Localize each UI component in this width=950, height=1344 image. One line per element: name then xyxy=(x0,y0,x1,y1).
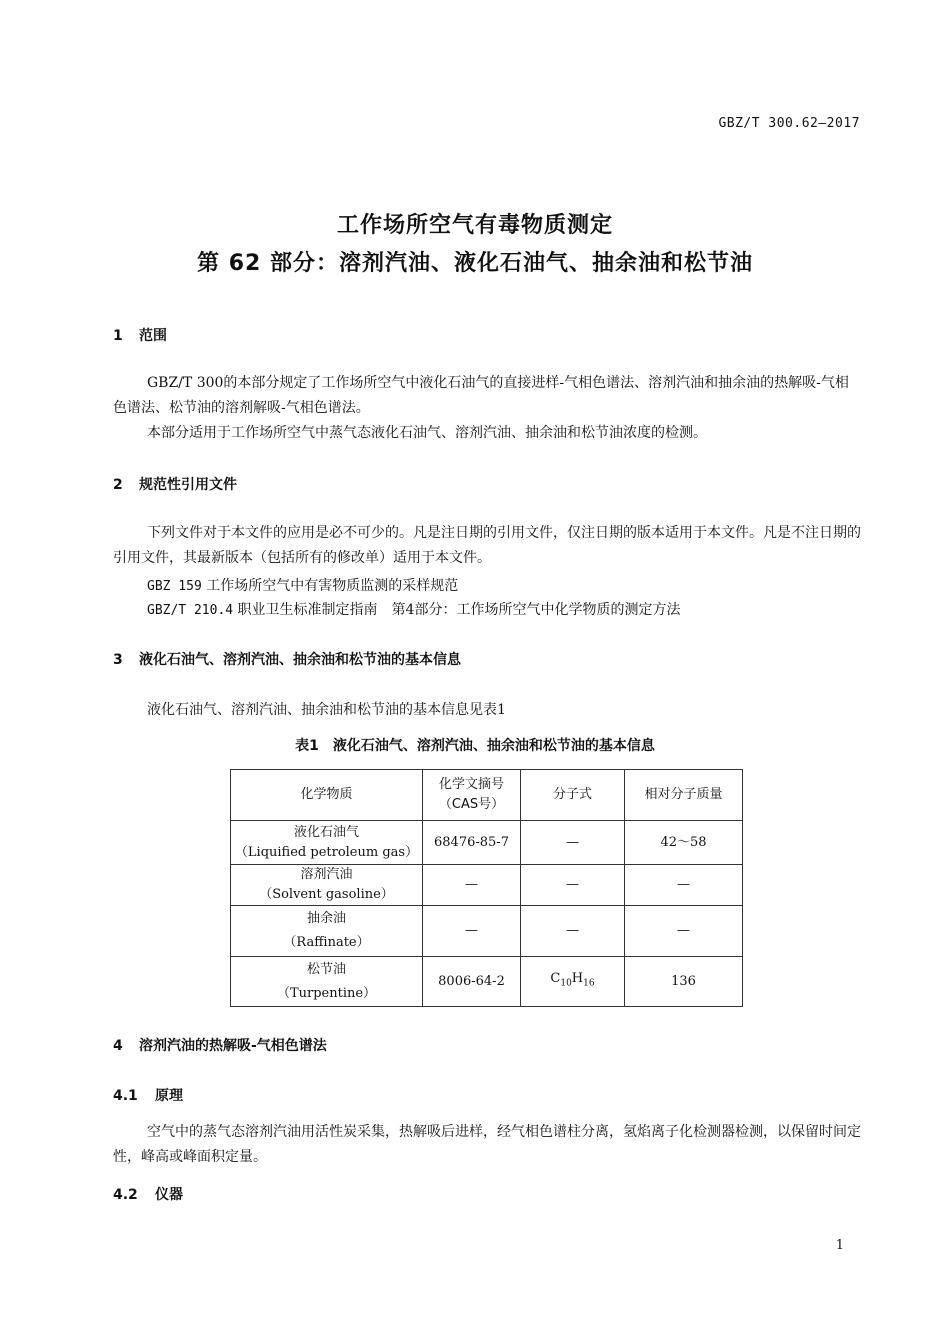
formula-carbon: C xyxy=(550,971,561,987)
section-number: 2 xyxy=(113,477,123,493)
cell-chemical xyxy=(231,821,423,865)
cell-cas: 68476-85-7 xyxy=(423,821,521,865)
header-chemical: 化学物质 xyxy=(231,770,423,821)
cell-formula xyxy=(521,957,625,1007)
section-1-paragraph-2: 本部分适用于工作场所空气中蒸气态液化石油气、溶剂汽油、抽余油和松节油浓度的检测。 xyxy=(147,425,707,441)
reference-1 xyxy=(147,575,458,595)
chemical-english-name: （Raffinate） xyxy=(283,935,370,950)
reference-2 xyxy=(147,599,680,619)
cell-cas: — xyxy=(423,865,521,906)
chemical-name: 抽余油 xyxy=(306,911,346,926)
cell-cas: — xyxy=(423,906,521,957)
cell-formula: — xyxy=(521,865,625,906)
section-number: 4.1 xyxy=(113,1088,138,1104)
cell-chemical xyxy=(231,957,423,1007)
standard-code: GBZ/T 300.62—2017 xyxy=(718,116,860,131)
section-4-heading xyxy=(113,1035,327,1055)
reference-code: GBZ/T 210.4 xyxy=(147,603,234,618)
section-title: 溶剂汽油的热解吸-气相色谱法 xyxy=(139,1038,327,1054)
section-number: 4 xyxy=(113,1038,123,1054)
basic-info-table xyxy=(230,769,743,1007)
header-formula: 分子式 xyxy=(521,770,625,821)
section-title: 液化石油气、溶剂汽油、抽余油和松节油的基本信息 xyxy=(139,652,461,668)
section-number: 3 xyxy=(113,652,123,668)
formula-hydrogen: H xyxy=(571,971,584,987)
formula-carbon-count: 10 xyxy=(560,978,572,989)
reference-code: GBZ 159 xyxy=(147,579,202,594)
table-header-row xyxy=(231,770,743,821)
chemical-name: 溶剂汽油 xyxy=(300,867,353,882)
document-subtitle: 第 62 部分：溶剂汽油、液化石油气、抽余油和松节油 xyxy=(197,251,753,276)
header-cas xyxy=(423,770,521,821)
chemical-english-name: （Solvent gasoline） xyxy=(259,887,394,902)
table-row xyxy=(231,957,743,1007)
cell-formula: — xyxy=(521,906,625,957)
section-2-heading xyxy=(113,474,237,494)
cell-formula: — xyxy=(521,821,625,865)
section-4-2-heading xyxy=(113,1184,183,1204)
chemical-name: 松节油 xyxy=(306,961,346,977)
section-title: 规范性引用文件 xyxy=(139,477,237,493)
cell-chemical xyxy=(231,906,423,957)
section-number: 4.2 xyxy=(113,1187,138,1203)
section-2-paragraph-1: 下列文件对于本文件的应用是必不可少的。凡是注日期的引用文件，仅注日期的版本适用于本文件。凡是不注日期的引用文件，其最新版本（包括所有的修改单）适用于本文件。 xyxy=(113,525,861,566)
section-1-heading xyxy=(113,325,167,345)
table-row xyxy=(231,821,743,865)
cell-molecular-weight: 42～58 xyxy=(625,821,743,865)
header-cas-line2: （CAS号） xyxy=(438,797,505,812)
section-3-paragraph-1: 液化石油气、溶剂汽油、抽余油和松节油的基本信息见表1 xyxy=(147,702,506,718)
reference-title: 工作场所空气中有害物质监测的采样规范 xyxy=(206,578,459,594)
table-row xyxy=(231,906,743,957)
reference-title: 职业卫生标准制定指南 第4部分：工作场所空气中化学物质的测定方法 xyxy=(237,602,681,618)
section-4-1-heading xyxy=(113,1085,183,1105)
cell-molecular-weight: — xyxy=(625,906,743,957)
table-row xyxy=(231,865,743,906)
cell-chemical xyxy=(231,865,423,906)
chemical-name: 液化石油气 xyxy=(293,824,359,840)
cell-cas: 8006-64-2 xyxy=(423,957,521,1007)
formula-hydrogen-count: 16 xyxy=(583,978,595,989)
chemical-english-name: （Liquified petroleum gas） xyxy=(234,844,419,860)
section-1-paragraph-1: GBZ/T 300的本部分规定了工作场所空气中液化石油气的直接进样-气相色谱法、溶剂汽油和抽余油的热解吸-气相色谱法、松节油的溶剂解吸-气相色谱法。 xyxy=(113,375,849,416)
section-3-heading xyxy=(113,649,461,669)
section-title: 仪器 xyxy=(155,1187,183,1203)
header-cas-line1: 化学文摘号 xyxy=(438,777,504,792)
section-title: 范围 xyxy=(139,328,167,344)
page-number: 1 xyxy=(835,1238,844,1253)
header-molecular-weight: 相对分子质量 xyxy=(625,770,743,821)
section-number: 1 xyxy=(113,328,123,344)
document-title: 工作场所空气有毒物质测定 xyxy=(336,213,613,238)
chemical-english-name: （Turpentine） xyxy=(276,985,377,1001)
table-caption: 表1 液化石油气、溶剂汽油、抽余油和松节油的基本信息 xyxy=(295,738,655,754)
cell-molecular-weight: — xyxy=(625,865,743,906)
cell-molecular-weight: 136 xyxy=(625,957,743,1007)
section-title: 原理 xyxy=(155,1088,183,1104)
section-4-1-paragraph: 空气中的蒸气态溶剂汽油用活性炭采集，热解吸后进样，经气相色谱柱分离，氢焰离子化检测器检测，以保留时间定性，峰高或峰面积定量。 xyxy=(113,1124,861,1165)
